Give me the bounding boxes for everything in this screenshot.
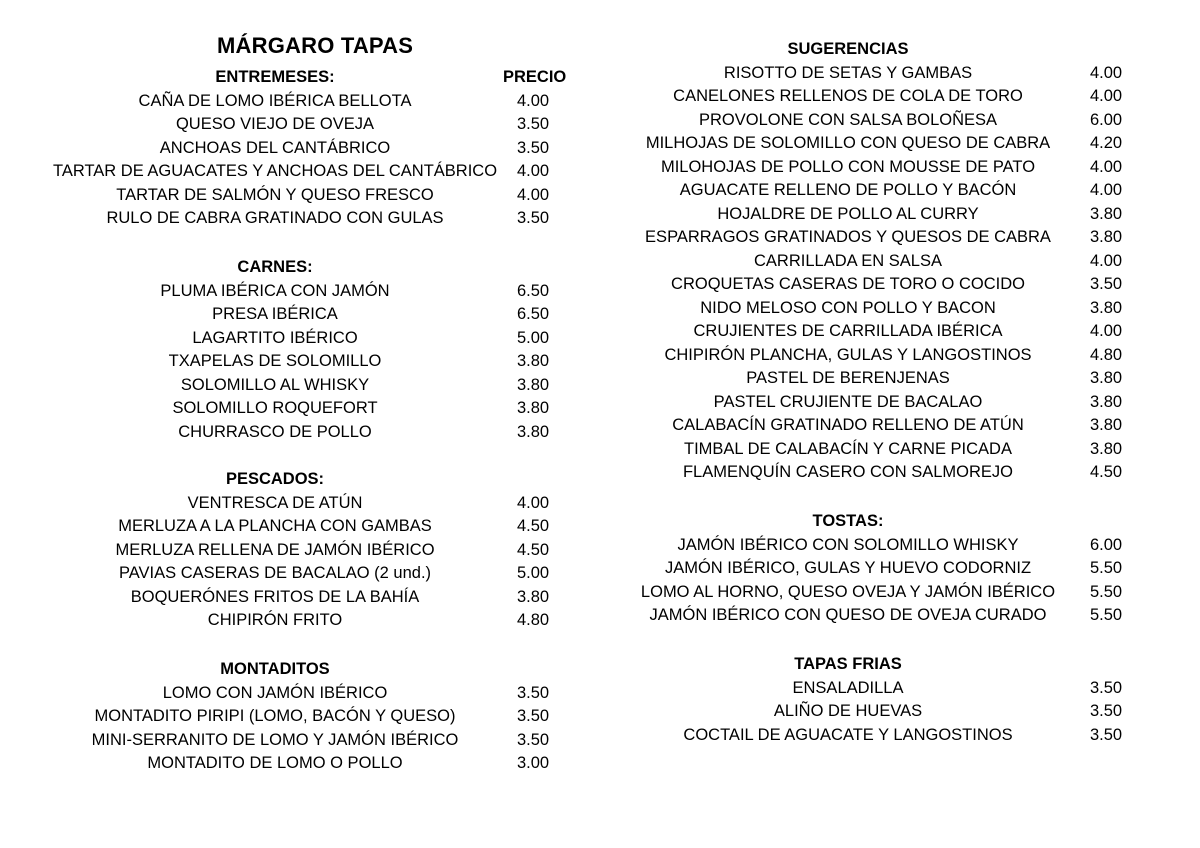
menu-item-name: SOLOMILLO ROQUEFORT [172, 399, 378, 417]
menu-item-price: 3.80 [1089, 439, 1123, 458]
menu-item-name: LOMO AL HORNO, QUESO OVEJA Y JAMÓN IBÉRICO [640, 582, 1056, 601]
menu-item-price: 6.00 [1089, 110, 1123, 129]
menu-item-price: 3.50 [516, 707, 550, 725]
menu-item-name: TXAPELAS DE SOLOMILLO [168, 352, 382, 370]
menu-item-price: 3.80 [1089, 298, 1123, 317]
section-header-carnes: CARNES: [237, 258, 313, 276]
menu-item-price: 5.00 [516, 328, 550, 347]
menu-item-price: 4.00 [1089, 63, 1123, 82]
menu-item-name: ALIÑO DE HUEVAS [773, 702, 923, 720]
menu-item-name: CRUJIENTES DE CARRILLADA IBÉRICA [693, 322, 1003, 340]
menu-item-name: JAMÓN IBÉRICO, GULAS Y HUEVO CODORNIZ [664, 559, 1032, 577]
section-header-sugerencias: SUGERENCIAS [787, 40, 909, 58]
menu-item-price: 3.50 [516, 683, 550, 702]
menu-item-name: CHURRASCO DE POLLO [178, 422, 372, 441]
menu-item-price: 6.00 [1089, 535, 1123, 554]
menu-item-price: 4.80 [516, 611, 550, 629]
section-header-tostas: TOSTAS: [812, 512, 884, 530]
menu-item-name: ENSALADILLA [792, 678, 904, 697]
menu-item-price: 3.80 [516, 587, 550, 606]
menu-item-name: QUESO VIEJO DE OVEJA [175, 115, 375, 133]
menu-item-price: 3.50 [516, 138, 550, 157]
menu-item-name: MILOHOJAS DE POLLO CON MOUSSE DE PATO [660, 157, 1036, 176]
menu-item-price: 6.50 [516, 305, 550, 323]
menu-item-price: 3.50 [516, 209, 550, 227]
menu-item-price: 4.50 [516, 540, 550, 559]
menu-item-price: 4.00 [1089, 87, 1123, 105]
menu-item-price: 3.80 [1089, 392, 1123, 411]
menu-item-name: CALABACÍN GRATINADO RELLENO DE ATÚN [672, 416, 1024, 434]
menu-item-price: 5.00 [516, 564, 550, 582]
menu-item-name: VENTRESCA DE ATÚN [187, 493, 363, 512]
menu-item-price: 3.80 [1089, 228, 1123, 246]
menu-item-name: ANCHOAS DEL CANTÁBRICO [159, 138, 391, 157]
menu-item-name: CHIPIRÓN FRITO [207, 611, 343, 629]
menu-item-name: MONTADITO PIRIPI (LOMO, BACÓN Y QUESO) [94, 707, 456, 725]
menu-item-price: 3.50 [516, 730, 550, 749]
menu-item-price: 3.80 [516, 352, 550, 370]
menu-item-name: BOQUERÓNES FRITOS DE LA BAHÍA [130, 587, 420, 606]
menu-item-price: 4.00 [1089, 322, 1123, 340]
menu-item-name: HOJALDRE DE POLLO AL CURRY [717, 204, 979, 223]
menu-item-name: LOMO CON JAMÓN IBÉRICO [162, 683, 388, 702]
menu-item-name: TIMBAL DE CALABACÍN Y CARNE PICADA [684, 439, 1012, 458]
menu-item-name: MINI-SERRANITO DE LOMO Y JAMÓN IBÉRICO [91, 730, 459, 749]
section-header-pescados: PESCADOS: [225, 470, 325, 488]
menu-item-price: 3.50 [1089, 702, 1123, 720]
menu-item-name: AGUACATE RELLENO DE POLLO Y BACÓN [679, 181, 1017, 199]
menu-item-price: 5.50 [1089, 559, 1123, 577]
menu-item-price: 3.50 [1089, 678, 1123, 697]
section-header-montaditos: MONTADITOS [220, 660, 330, 678]
menu-item-price: 4.00 [516, 185, 550, 204]
menu-item-price: 4.20 [1089, 134, 1123, 152]
menu-title: MÁRGARO TAPAS [217, 33, 414, 58]
menu-item-price: 5.50 [1089, 606, 1123, 624]
menu-item-name: PLUMA IBÉRICA CON JAMÓN [160, 281, 390, 300]
menu-item-name: JAMÓN IBÉRICO CON SOLOMILLO WHISKY [677, 535, 1019, 554]
menu-item-name: SOLOMILLO AL WHISKY [180, 375, 370, 394]
menu-item-name: CANELONES RELLENOS DE COLA DE TORO [673, 87, 1023, 105]
menu-item-price: 3.80 [516, 422, 550, 441]
menu-item-name: PAVIAS CASERAS DE BACALAO (2 und.) [118, 564, 432, 582]
menu-item-price: 4.50 [516, 517, 550, 535]
menu-item-price: 4.00 [1089, 157, 1123, 176]
menu-item-price: 4.00 [516, 493, 550, 512]
menu-item-name: CROQUETAS CASERAS DE TORO O COCIDO [671, 275, 1025, 293]
menu-item-price: 3.80 [516, 375, 550, 394]
menu-item-name: PRESA IBÉRICA [212, 305, 338, 323]
menu-item-name: CARRILLADA EN SALSA [754, 251, 942, 270]
menu-item-name: PASTEL DE BERENJENAS [746, 369, 950, 387]
menu-item-name: ESPARRAGOS GRATINADOS Y QUESOS DE CABRA [645, 228, 1051, 246]
menu-item-name: TARTAR DE AGUACATES Y ANCHOAS DEL CANTÁBRICO [52, 162, 498, 180]
menu-item-price: 4.50 [1089, 463, 1123, 481]
menu-item-price: 3.80 [1089, 416, 1123, 434]
menu-item-price: 3.80 [1089, 204, 1123, 223]
menu-item-price: 4.00 [1089, 181, 1123, 199]
menu-item-name: MILHOJAS DE SOLOMILLO CON QUESO DE CABRA [645, 134, 1051, 152]
menu-item-price: 3.00 [516, 754, 550, 772]
menu-item-name: MERLUZA A LA PLANCHA CON GAMBAS [118, 517, 432, 535]
menu-item-name: JAMÓN IBÉRICO CON QUESO DE OVEJA CURADO [649, 606, 1047, 624]
section-header-entremeses: ENTREMESES: [215, 68, 335, 86]
menu-item-name: RULO DE CABRA GRATINADO CON GULAS [106, 209, 444, 227]
menu-item-price: 3.80 [516, 399, 550, 417]
menu-item-name: COCTAIL DE AGUACATE Y LANGOSTINOS [683, 725, 1013, 744]
menu-item-name: CAÑA DE LOMO IBÉRICA BELLOTA [138, 91, 412, 110]
menu-item-name: FLAMENQUÍN CASERO CON SALMOREJO [682, 463, 1014, 481]
section-header-tapas-frias: TAPAS FRIAS [794, 655, 902, 673]
menu-item-name: MONTADITO DE LOMO O POLLO [147, 754, 403, 772]
menu-item-name: PASTEL CRUJIENTE DE BACALAO [713, 392, 983, 411]
price-column-header: PRECIO [503, 68, 567, 86]
menu-item-price: 4.00 [516, 91, 550, 110]
menu-item-price: 4.00 [1089, 251, 1123, 270]
menu-item-price: 4.00 [516, 162, 550, 180]
menu-item-price: 5.50 [1089, 582, 1123, 601]
menu-item-price: 3.50 [1089, 725, 1123, 744]
menu-item-price: 6.50 [516, 281, 550, 300]
menu-item-price: 3.50 [516, 115, 550, 133]
menu-item-name: TARTAR DE SALMÓN Y QUESO FRESCO [116, 185, 434, 204]
menu-item-name: CHIPIRÓN PLANCHA, GULAS Y LANGOSTINOS [664, 345, 1032, 364]
menu-item-name: LAGARTITO IBÉRICO [192, 328, 358, 347]
menu-item-name: RISOTTO DE SETAS Y GAMBAS [723, 63, 973, 82]
menu-item-price: 3.80 [1089, 369, 1123, 387]
menu-item-name: MERLUZA RELLENA DE JAMÓN IBÉRICO [115, 540, 435, 559]
menu-item-name: NIDO MELOSO CON POLLO Y BACON [700, 298, 996, 317]
menu-item-price: 4.80 [1089, 345, 1123, 364]
menu-item-price: 3.50 [1089, 275, 1123, 293]
menu-item-name: PROVOLONE CON SALSA BOLOÑESA [698, 110, 998, 129]
